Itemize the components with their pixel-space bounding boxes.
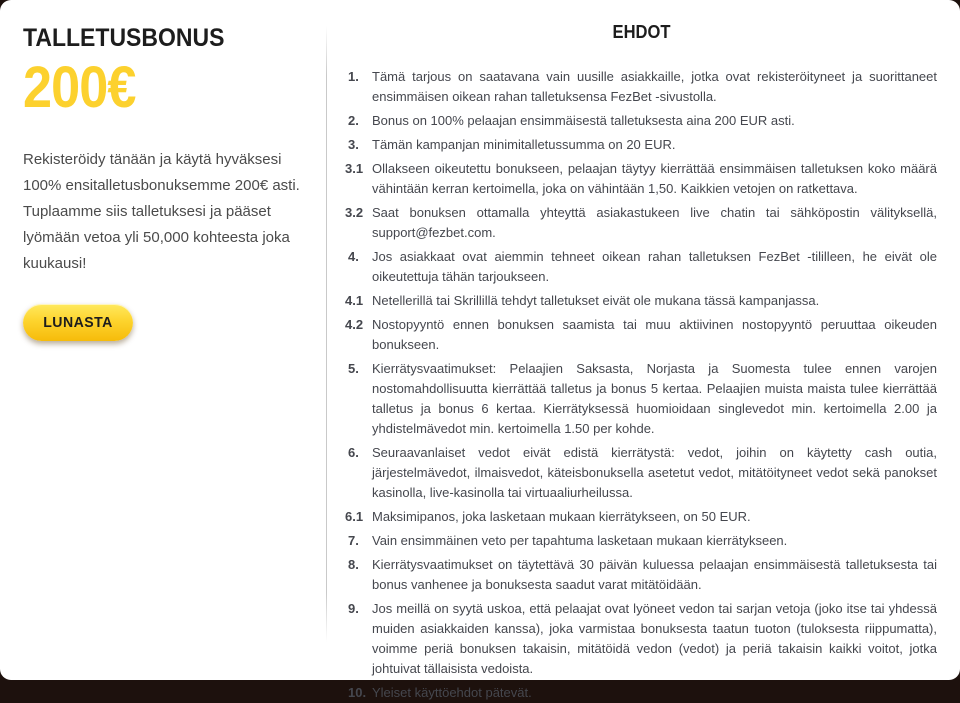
term-number: 9. xyxy=(348,601,359,616)
term-number: 1. xyxy=(348,69,359,84)
terms-heading xyxy=(345,22,937,43)
term-item xyxy=(345,203,937,243)
claim-bonus-button-label: LUNASTA xyxy=(43,314,113,331)
term-text: Kierrätysvaatimukset: Pelaajien Saksasta, Norjasta ja Suomesta tulee ennen varojen nostomahdollisuutta kierrättää talletus ja bonus 5 kertaa. Pelaajien muista maista tulee kierrättää talletus ja bonus 6 kertaa. Kierrätyksessä huomioidaan singlevedot min. kertoimella 2.00 ja yhdistelmävedot min. kertoimella 1.50 per kohde. xyxy=(372,361,937,436)
term-text: Tämän kampanjan minimitalletussumma on 20 EUR. xyxy=(372,137,676,152)
term-text: Maksimipanos, joka lasketaan mukaan kierrätykseen, on 50 EUR. xyxy=(372,509,751,524)
term-number: 6. xyxy=(348,445,359,460)
terms-list xyxy=(345,67,937,703)
term-item xyxy=(345,67,937,107)
term-number: 4. xyxy=(348,249,359,264)
vertical-divider xyxy=(326,26,327,642)
term-item xyxy=(345,315,937,355)
term-item xyxy=(345,359,937,439)
term-text: Jos meillä on syytä uskoa, että pelaajat ovat lyöneet vedon tai sarjan vetoja (joko itse tai yhdessä muiden asiakkaiden kanssa), joka varmistaa bonuksesta taatun tuoton (tuloksesta riippumatta), voimme periä bonuksen takaisin, mitätöidä vedon (vedot) ja periä takaisin kaikki voitot, jotka johtuivat tällaisista vedoista. xyxy=(372,601,937,676)
promo-description: Rekisteröidy tänään ja käytä hyväksesi 100% ensitalletusbonuksemme 200€ asti. Tuplaamme siis talletuksesi ja pääset lyömään vetoa yli 50,000 kohteesta joka kuukausi! xyxy=(23,151,300,272)
term-number: 8. xyxy=(348,557,359,572)
terms-panel xyxy=(327,0,960,700)
term-text: Saat bonuksen ottamalla yhteyttä asiakastukeen live chatin tai sähköpostin välityksellä, support@fezbet.com. xyxy=(372,205,937,240)
promo-panel xyxy=(0,0,327,680)
term-item xyxy=(345,555,937,595)
term-text: Kierrätysvaatimukset on täytettävä 30 päivän kuluessa pelaajan ensimmäisestä talletuksesta tai bonus vanhenee ja bonuksesta saadut varat mitätöidään. xyxy=(372,557,937,592)
term-text: Nostopyyntö ennen bonuksen saamista tai muu aktiivinen nostopyyntö peruuttaa oikeuden bonukseen. xyxy=(372,317,937,352)
term-item xyxy=(345,683,937,703)
term-item xyxy=(345,599,937,679)
term-text: Tämä tarjous on saatavana vain uusille asiakkaille, jotka ovat rekisteröityneet ja suorittaneet ensimmäisen oikean rahan talletuksensa FezBet -sivustolla. xyxy=(372,69,937,104)
term-text: Ollakseen oikeutettu bonukseen, pelaajan täytyy kierrättää ensimmäisen talletuksen koko määrä vähintään kerran kertoimella, joka on vähintään 1,50. Kaikkien vetojen on ratkettava. xyxy=(372,161,937,196)
term-text: Yleiset käyttöehdot pätevät. xyxy=(372,685,532,700)
term-number: 7. xyxy=(348,533,359,548)
term-number: 5. xyxy=(348,361,359,376)
term-number: 3. xyxy=(348,137,359,152)
term-text: Seuraavanlaiset vedot eivät edistä kierrätystä: vedot, joihin on käytetty cash outia, järjestelmävedot, ilmaisvedot, käteisbonuksella asetetut vedot, mitätöityneet vedot sekä panokset kasinolla, live-kasinolla tai virtuaaliurheilussa. xyxy=(372,445,937,500)
term-item xyxy=(345,247,937,287)
terms-heading-label: EHDOT xyxy=(612,22,670,42)
term-text: Bonus on 100% pelaajan ensimmäisestä talletuksesta aina 200 EUR asti. xyxy=(372,113,795,128)
term-number: 6.1 xyxy=(345,509,364,524)
term-item xyxy=(345,111,937,131)
term-number: 4.1 xyxy=(345,293,364,308)
term-number: 2. xyxy=(348,113,359,128)
term-number: 4.2 xyxy=(345,317,364,332)
term-item xyxy=(345,443,937,503)
term-text: Vain ensimmäinen veto per tapahtuma lasketaan mukaan kierrätykseen. xyxy=(372,533,788,548)
term-number: 3.2 xyxy=(345,205,364,220)
term-item xyxy=(345,531,937,551)
term-item xyxy=(345,159,937,199)
term-item xyxy=(345,291,937,311)
promo-title: TALLETUSBONUS xyxy=(23,24,225,52)
claim-bonus-button[interactable] xyxy=(23,304,133,341)
term-item xyxy=(345,135,937,155)
term-text: Jos asiakkaat ovat aiemmin tehneet oikean rahan talletuksen FezBet -tililleen, he eivät ole oikeutettuja tähän tarjoukseen. xyxy=(372,249,937,284)
term-text: Netellerillä tai Skrillillä tehdyt talletukset eivät ole mukana tässä kampanjassa. xyxy=(372,293,820,308)
term-number: 10. xyxy=(348,685,367,700)
term-number: 3.1 xyxy=(345,161,364,176)
term-item xyxy=(345,507,937,527)
bonus-amount: 200€ xyxy=(23,55,136,120)
